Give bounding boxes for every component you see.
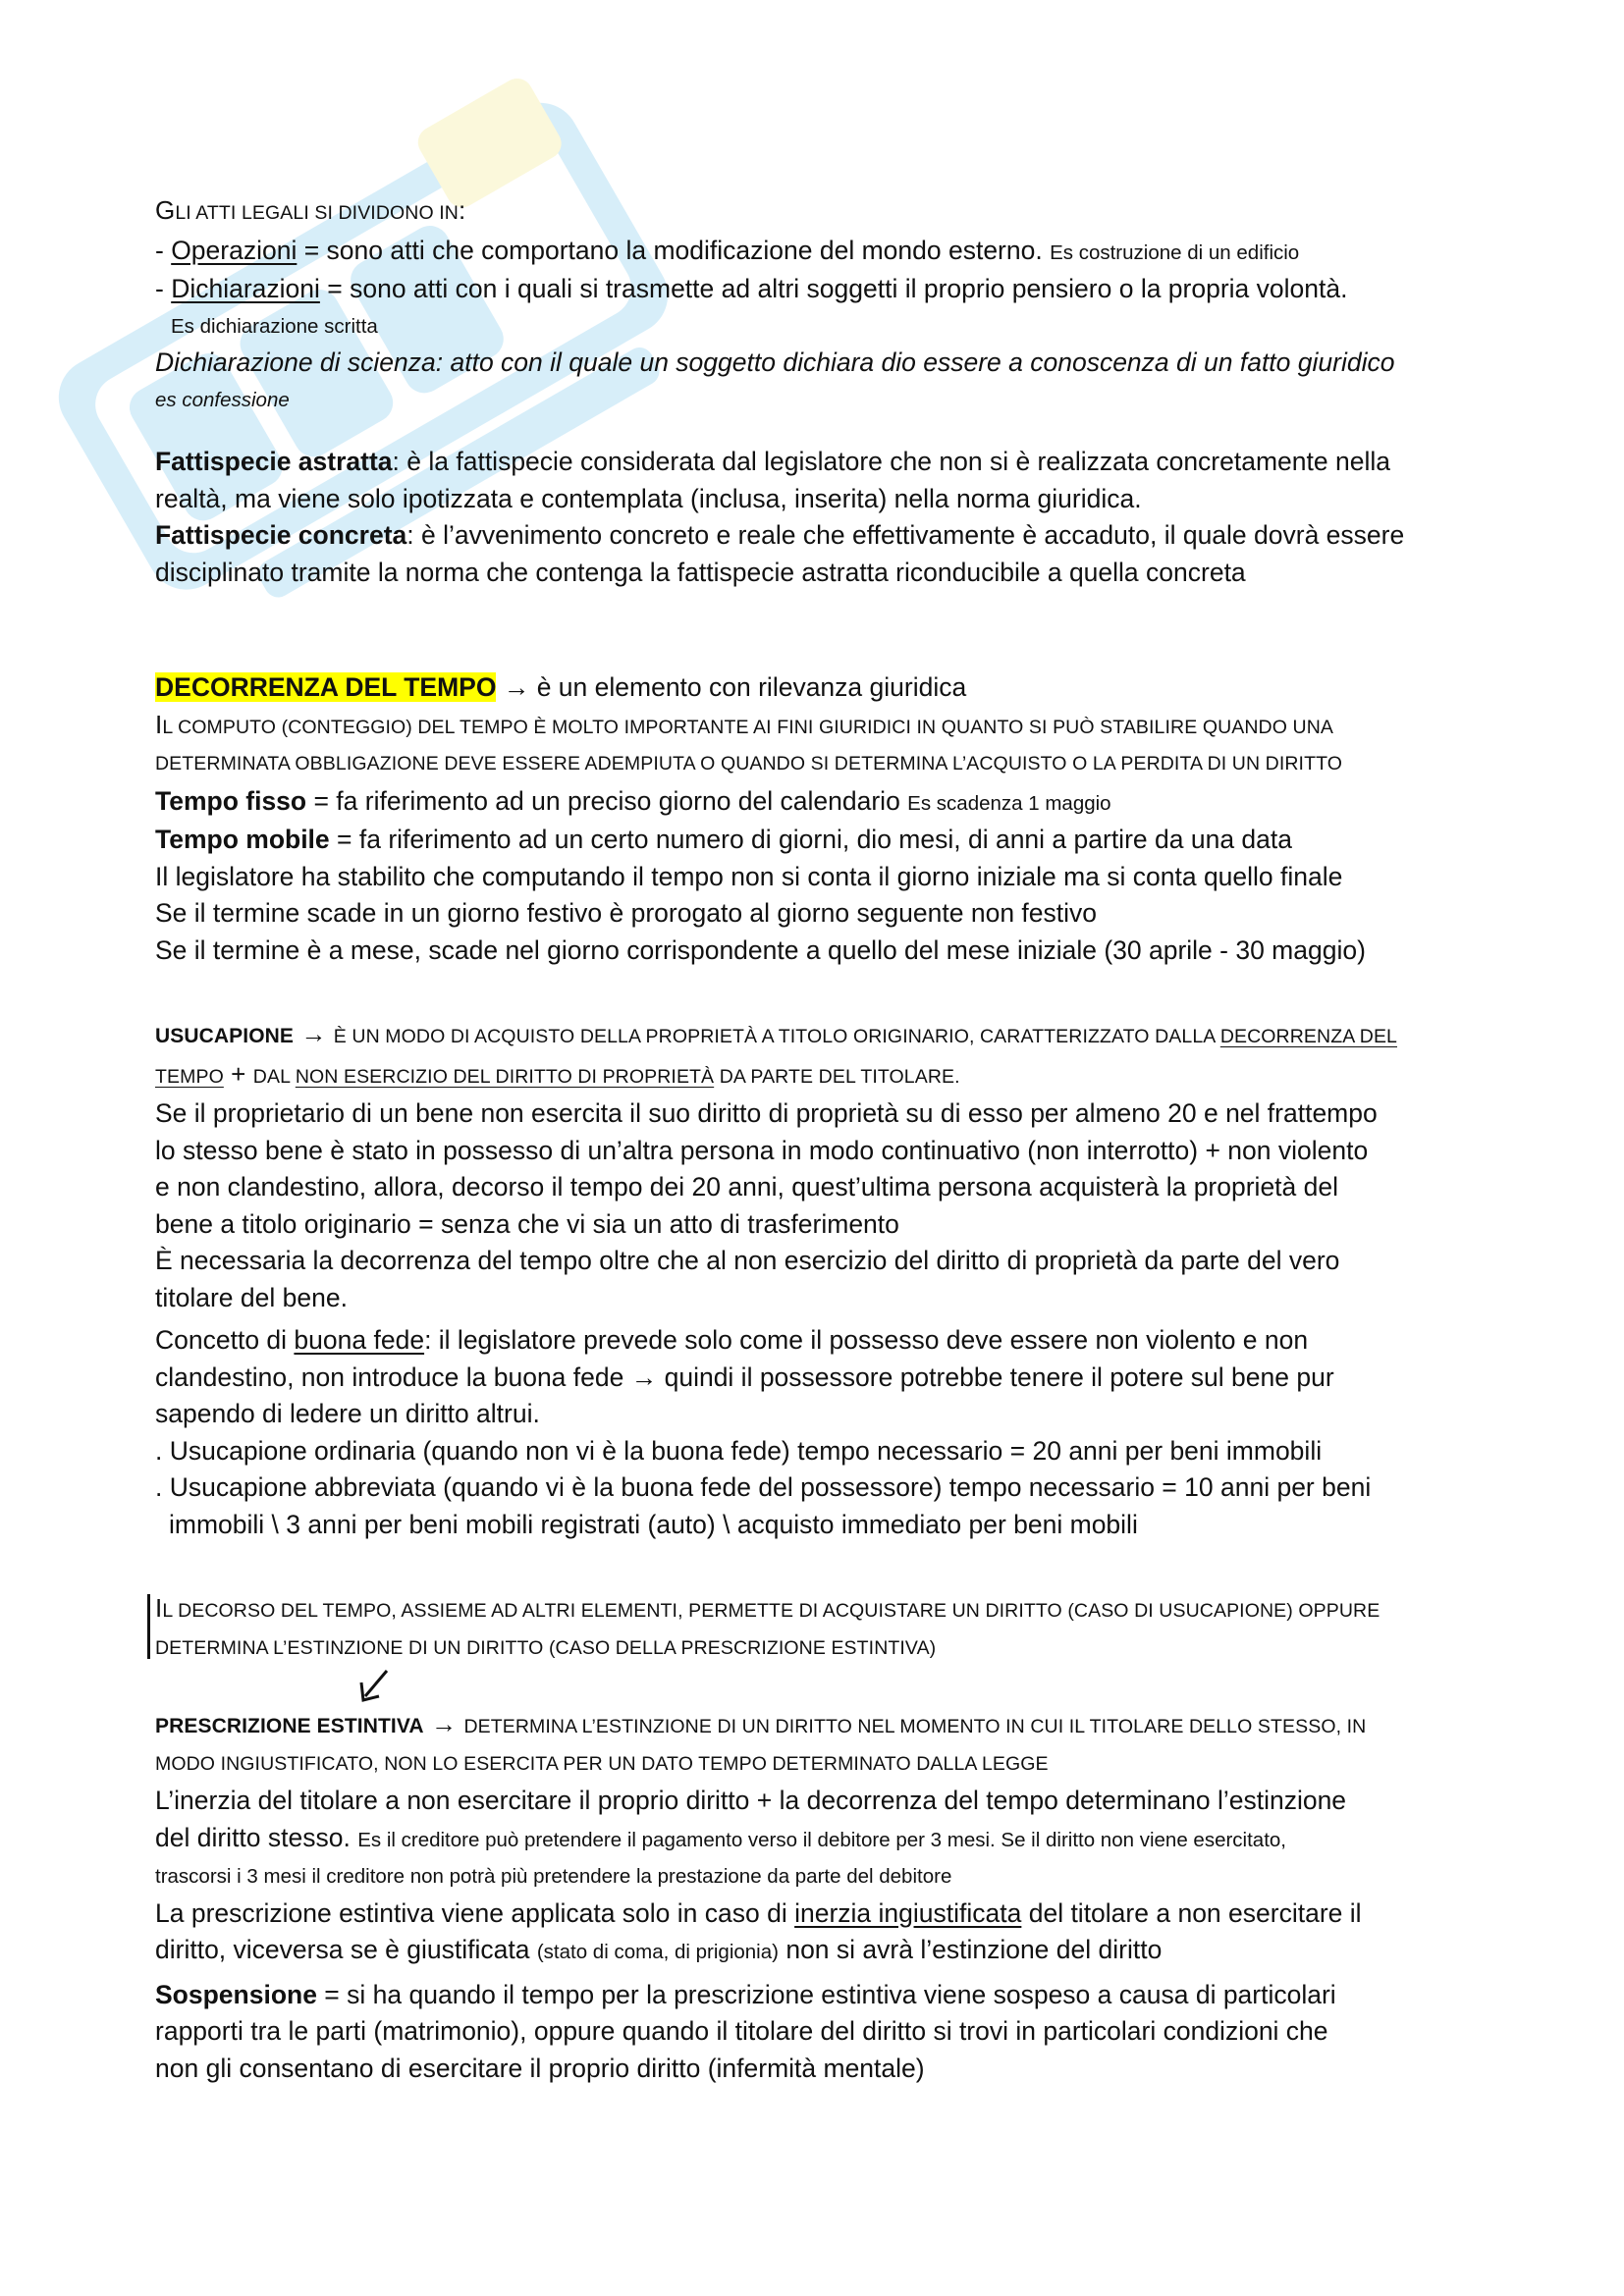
usucapione-p1-2: lo stesso bene è stato in possesso di un’altra persona in modo continuativo (non interrotto) + non violento (155, 1135, 1369, 1165)
prescrizione-heading-cont: MODO INGIUSTIFICATO, NON LO ESERCITA PER UN DATO TEMPO DETERMINATO DALLA LEGGE (155, 1752, 1049, 1775)
regola-3: Se il termine è a mese, scade nel giorno corrispondente a quello del mese iniziale (30 aprile - 30 maggio) (155, 934, 1366, 965)
computo-line-1: IL COMPUTO (CONTEGGIO) DEL TEMPO È MOLTO IMPORTANTE AI FINI GIURIDICI IN QUANTO SI PUÒ STABILIRE QUANDO UNA (155, 709, 1333, 739)
buona-fede: Concetto di buona fede: il legislatore prevede solo come il possesso deve essere non violento e non (155, 1325, 1309, 1355)
prescrizione-p1-1: L’inerzia del titolare a non esercitare il proprio diritto + la decorrenza del tempo determinano l’estinzione (155, 1786, 1347, 1815)
buona-fede-cont-2: sapendo di ledere un diritto altrui. (155, 1399, 540, 1428)
usucapione-heading-cont: TEMPO + DAL NON ESERCIZIO DEL DIRITTO DI PROPRIETÀ DA PARTE DEL TITOLARE. (155, 1058, 960, 1089)
prescrizione-p2-2: diritto, viceversa se è giustificata (stato di coma, di prigionia) non si avrà l’estinzione del diritto (155, 1935, 1163, 1964)
prescrizione-example-cont: trascorsi i 3 mesi il creditore non potrà più pretendere la prestazione da parte del debitore (155, 1865, 952, 1888)
document-page (155, 192, 1490, 2087)
regola-2: Se il termine scade in un giorno festivo è prorogato al giorno seguente non festivo (155, 898, 1098, 928)
sospensione-cont-2: non gli consentano di esercitare il proprio diritto (infermità mentale) (155, 2053, 925, 2083)
computo-line-2: DETERMINATA OBBLIGAZIONE DEVE ESSERE ADEMPIUTA O QUANDO SI DETERMINA L’ACQUISTO O LA PERDITA DI UN DIRITTO (155, 753, 1343, 774)
regola-1: Il legislatore ha stabilito che computando il tempo non si conta il giorno iniziale ma si conta quello finale (155, 861, 1343, 891)
sospensione: Sospensione = si ha quando il tempo per la prescrizione estintiva viene sospeso a causa di particolari (155, 1979, 1336, 2009)
fattispecie-astratta: Fattispecie astratta: è la fattispecie considerata dal legislatore che non si è realizzata concretamente nella (155, 447, 1390, 476)
usucapione-abbreviata: . Usucapione abbreviata (quando vi è la buona fede del possessore) tempo necessario = 10 anni per beni (155, 1472, 1372, 1502)
down-arrow-icon (155, 1667, 1490, 1706)
dichiarazione-scienza-example: es confessione (155, 388, 290, 411)
dichiarazioni-item: - Dichiarazioni = sono atti con i quali si trasmette ad altri soggetti il proprio pensiero o la propria volontà. (155, 274, 1348, 303)
decorso-line-2: DETERMINA L’ESTINZIONE DI UN DIRITTO (CASO DELLA PRESCRIZIONE ESTINTIVA) (155, 1636, 937, 1659)
usucapione-abbreviata-cont: immobili \ 3 anni per beni mobili registrati (auto) \ acquisto immediato per beni mobili (169, 1509, 1138, 1539)
tempo-mobile: Tempo mobile = fa riferimento ad un certo numero di giorni, dio mesi, di anni a partire da una data (155, 825, 1292, 854)
buona-fede-cont-1: clandestino, non introduce la buona fede → quindi il possessore potrebbe tenere il potere sul bene pur (155, 1362, 1334, 1392)
usucapione-p1-3: e non clandestino, allora, decorso il tempo dei 20 anni, quest’ultima persona acquisterà la proprietà del (155, 1172, 1339, 1201)
decorrenza-heading: DECORRENZA DEL TEMPO → è un elemento con rilevanza giuridica (155, 672, 967, 702)
decorso-note (155, 1590, 1490, 1667)
usucapione-p1-1: Se il proprietario di un bene non esercita il suo diritto di proprietà su di esso per almeno 20 e nel frattempo (155, 1098, 1378, 1128)
usucapione-ordinaria: . Usucapione ordinaria (quando non vi è la buona fede) tempo necessario = 20 anni per beni immobili (155, 1435, 1323, 1466)
fattispecie-concreta: Fattispecie concreta: è l’avvenimento concreto e reale che effettivamente è accaduto, il quale dovrà essere (155, 520, 1405, 550)
sospensione-cont-1: rapporti tra le parti (matrimonio), oppure quando il titolare del diritto si trovi in particolari condizioni che (155, 2016, 1328, 2046)
decorso-line-1: IL DECORSO DEL TEMPO, ASSIEME AD ALTRI ELEMENTI, PERMETTE DI ACQUISTARE UN DIRITTO (CASO DI USUCAPIONE) OPPURE (155, 1593, 1380, 1623)
dichiarazioni-example: Es dichiarazione scritta (171, 314, 378, 338)
dichiarazione-scienza: Dichiarazione di scienza: atto con il quale un soggetto dichiara dio essere a conoscenza di un fatto giuridico (155, 347, 1395, 377)
tempo-fisso: Tempo fisso = fa riferimento ad un preciso giorno del calendario Es scadenza 1 maggio (155, 785, 1111, 816)
fattispecie-astratta-cont: realtà, ma viene solo ipotizzata e contemplata (inclusa, inserita) nella norma giuridica. (155, 483, 1142, 513)
usucapione-p1-4: bene a titolo originario = senza che vi sia un atto di trasferimento (155, 1208, 899, 1239)
operazioni-item: - Operazioni = sono atti che comportano la modificazione del mondo esterno. Es costruzione di un edificio (155, 235, 1300, 265)
atti-heading: GLI ATTI LEGALI SI DIVIDONO IN: (155, 195, 466, 225)
usucapione-heading: USUCAPIONE → È UN MODO DI ACQUISTO DELLA PROPRIETÀ A TITOLO ORIGINARIO, CARATTERIZZATO DALLA DECORRENZA DEL (155, 1019, 1397, 1048)
prescrizione-heading: PRESCRIZIONE ESTINTIVA → DETERMINA L’ESTINZIONE DI UN DIRITTO NEL MOMENTO IN CUI IL TITOLARE DELLO STESSO, IN (155, 1709, 1367, 1738)
prescrizione-p1-2: del diritto stesso. Es il creditore può pretendere il pagamento verso il debitore per 3 mesi. Se il diritto non viene esercitato, (155, 1822, 1286, 1852)
prescrizione-p2-1: La prescrizione estintiva viene applicata solo in caso di inerzia ingiustificata del titolare a non esercitare il (155, 1897, 1362, 1928)
usucapione-p2-2: titolare del bene. (155, 1282, 348, 1312)
usucapione-p2-1: È necessaria la decorrenza del tempo oltre che al non esercizio del diritto di proprietà da parte del vero (155, 1246, 1340, 1275)
fattispecie-concreta-cont: disciplinato tramite la norma che contenga la fattispecie astratta riconducibile a quella concreta (155, 557, 1246, 587)
margin-bracket (147, 1594, 150, 1659)
